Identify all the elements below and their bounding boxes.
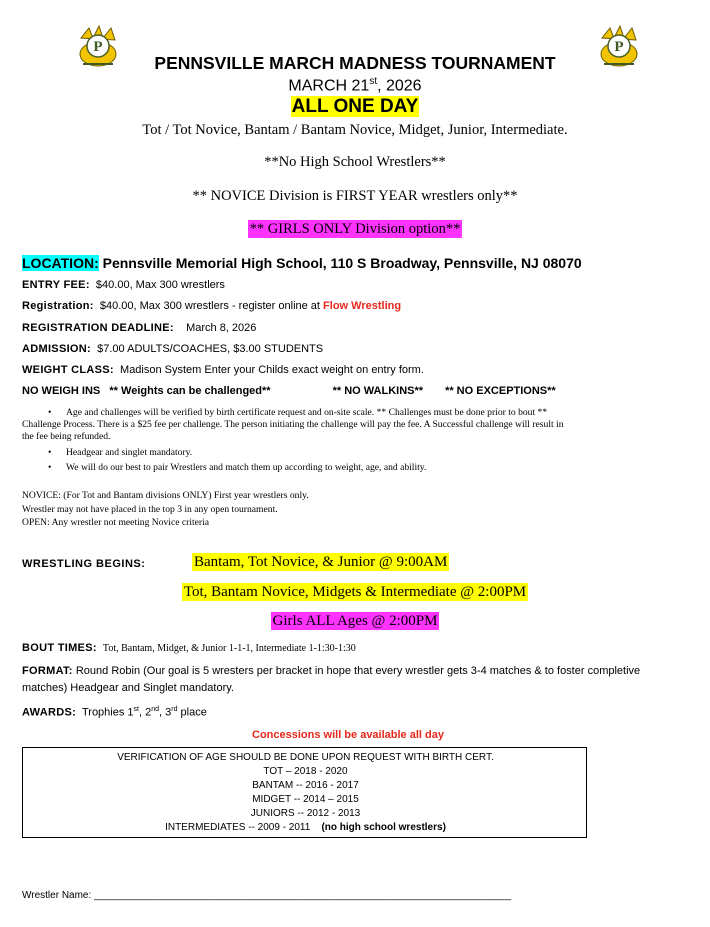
age-intermediates: INTERMEDIATES -- 2009 - 2011 (no high school wrestlers) <box>165 822 446 833</box>
no-weigh-ins-line: NO WEIGH INS ** Weights can be challenged** ** NO WALKINS** ** NO EXCEPTIONS** <box>22 385 556 397</box>
novice-division-line: ** NOVICE Division is FIRST YEAR wrestlers only** <box>192 188 518 204</box>
registration-line: Registration: $40.00, Max 300 wrestlers - register online at Flow Wrestling <box>22 300 402 312</box>
all-one-day-banner: ALL ONE DAY <box>291 96 419 117</box>
bullet-pairing: • We will do our best to pair Wrestlers and match them up according to weight, age, and ability. <box>48 462 427 473</box>
registration-deadline-line: REGISTRATION DEADLINE: March 8, 2026 <box>22 322 257 334</box>
location-line: LOCATION: Pennsville Memorial High School, 110 S Broadway, Pennsville, NJ 08070 <box>22 255 582 271</box>
flow-wrestling-link[interactable]: Flow Wrestling <box>323 300 402 312</box>
bout-times-line: BOUT TIMES: Tot, Bantam, Midget, & Junior 1-1-1, Intermediate 1-1:30-1:30 <box>22 642 356 654</box>
bullet-challenge-process: Challenge Process. There is a $25 fee per challenge. The person initiating the challenge will pay the fee. A Successful challenge will result in <box>22 419 564 430</box>
bullet-headgear: • Headgear and singlet mandatory. <box>48 447 193 458</box>
event-date: MARCH 21st, 2026 <box>288 76 422 95</box>
weight-class-line: WEIGHT CLASS: Madison System Enter your Childs exact weight on entry form. <box>22 364 424 376</box>
schedule-slot-3: Girls ALL Ages @ 2:00PM <box>272 613 438 629</box>
age-midget: MIDGET -- 2014 – 2015 <box>252 794 359 805</box>
svg-text:P: P <box>93 39 103 55</box>
concessions-note: Concessions will be available all day <box>252 729 444 741</box>
awards-line: AWARDS: Trophies 1st, 2nd, 3rd place <box>22 706 207 719</box>
format-line-1: FORMAT: Round Robin (Our goal is 5 wresters per bracket in hope that every wrestler gets 3-4 matches & to foster completive <box>22 665 641 677</box>
girls-division-banner: ** GIRLS ONLY Division option** <box>249 221 461 237</box>
no-high-school-line: **No High School Wrestlers** <box>264 154 446 170</box>
bullet-refund: the fee being refunded. <box>22 431 111 442</box>
open-definition: OPEN: Any wrestler not meeting Novice criteria <box>22 517 210 528</box>
admission-line: ADMISSION: $7.00 ADULTS/COACHES, $3.00 STUDENTS <box>22 343 324 355</box>
age-bantam: BANTAM -- 2016 - 2017 <box>252 780 359 791</box>
schedule-slot-2: Tot, Bantam Novice, Midgets & Intermediate @ 2:00PM <box>183 584 527 600</box>
format-line-2: matches) Headgear and Singlet mandatory. <box>22 682 234 694</box>
wrestler-name-field[interactable]: Wrestler Name: ___________________________________________________________________________ <box>22 890 512 901</box>
age-verification-box <box>22 747 587 838</box>
entry-fee-line: ENTRY FEE: $40.00, Max 300 wrestlers <box>22 279 225 291</box>
age-box-heading: VERIFICATION OF AGE SHOULD BE DONE UPON REQUEST WITH BIRTH CERT. <box>117 752 494 763</box>
wrestling-begins-label: WRESTLING BEGINS: <box>22 558 146 570</box>
novice-placing-rule: Wrestler may not have placed in the top 3 in any open tournament. <box>22 504 278 515</box>
age-juniors: JUNIORS -- 2012 - 2013 <box>250 808 361 819</box>
schedule-slot-1: Bantam, Tot Novice, & Junior @ 9:00AM <box>194 554 448 570</box>
page-title: PENNSVILLE MARCH MADNESS TOURNAMENT <box>154 53 556 73</box>
svg-text:P: P <box>614 39 624 55</box>
novice-definition: NOVICE: (For Tot and Bantam divisions ONLY) First year wrestlers only. <box>22 490 309 501</box>
divisions-line: Tot / Tot Novice, Bantam / Bantam Novice, Midget, Junior, Intermediate. <box>142 122 568 138</box>
age-tot: TOT – 2018 - 2020 <box>263 766 348 777</box>
bullet-age-verification: • Age and challenges will be verified by birth certificate request and on-site scale. ** Challenges must be done prior to bout ** <box>48 407 548 418</box>
